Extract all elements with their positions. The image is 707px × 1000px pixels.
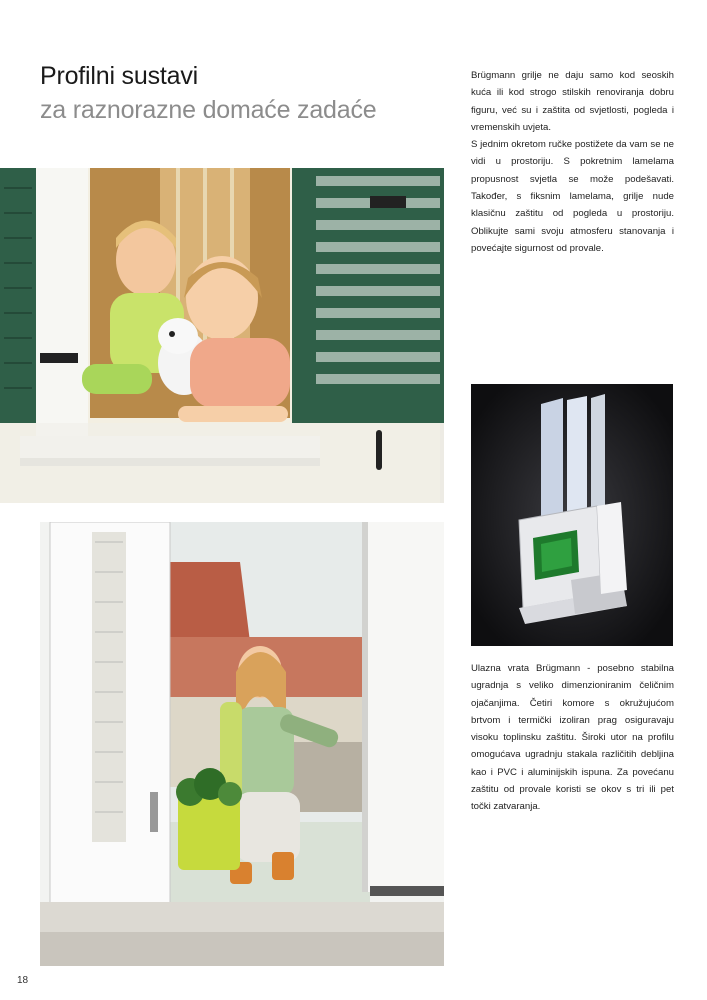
page-number: 18 bbox=[17, 975, 29, 986]
window-shutters-photo bbox=[0, 168, 444, 503]
shutters-paragraph-2: S jednim okretom ručke postižete da vam se ne vidi u prostoriju. S pokretnim lamelama propusnost svjetla se može podešavati. Također, s fiksnim lamelama, grilje nude klasičnu zaštitu od pogleda u prostoriju. Oblikujte sami svoju atmosferu stanovanja i povećajte sigurnost od provale. bbox=[471, 139, 674, 254]
door-paragraph-1: Ulazna vrata Brügmann - posebno stabilna ugradnja s veliko dimenzioniranim čeličnim ojačanjima. Četiri komore s okružujućom brtvom i termički izoliran prag osiguravaju visoku toplinsku zaštitu. Široki utor na profilu omogućava ugradnju stakala različitih debljina kao i PVC i aluminijskih ispuna. Za povećanu zaštitu od provale koristi se okov s tri ili pet točki zatvaranja. bbox=[471, 663, 674, 813]
page-title: Profilni sustavi bbox=[40, 62, 198, 90]
door-description bbox=[471, 660, 674, 816]
shutters-paragraph-1: Brügmann grilje ne daju samo kod seoskih kuća ili kod strogo stilskih renoviranja dobru figuru, već su i zaštita od svjetlosti, pogleda i vremenskih uvjeta. bbox=[471, 70, 674, 133]
profile-cross-section-photo bbox=[471, 384, 673, 646]
page-subtitle: za raznorazne domaće zadaće bbox=[40, 96, 377, 124]
shutters-description bbox=[471, 67, 674, 257]
front-door-photo bbox=[40, 522, 444, 966]
